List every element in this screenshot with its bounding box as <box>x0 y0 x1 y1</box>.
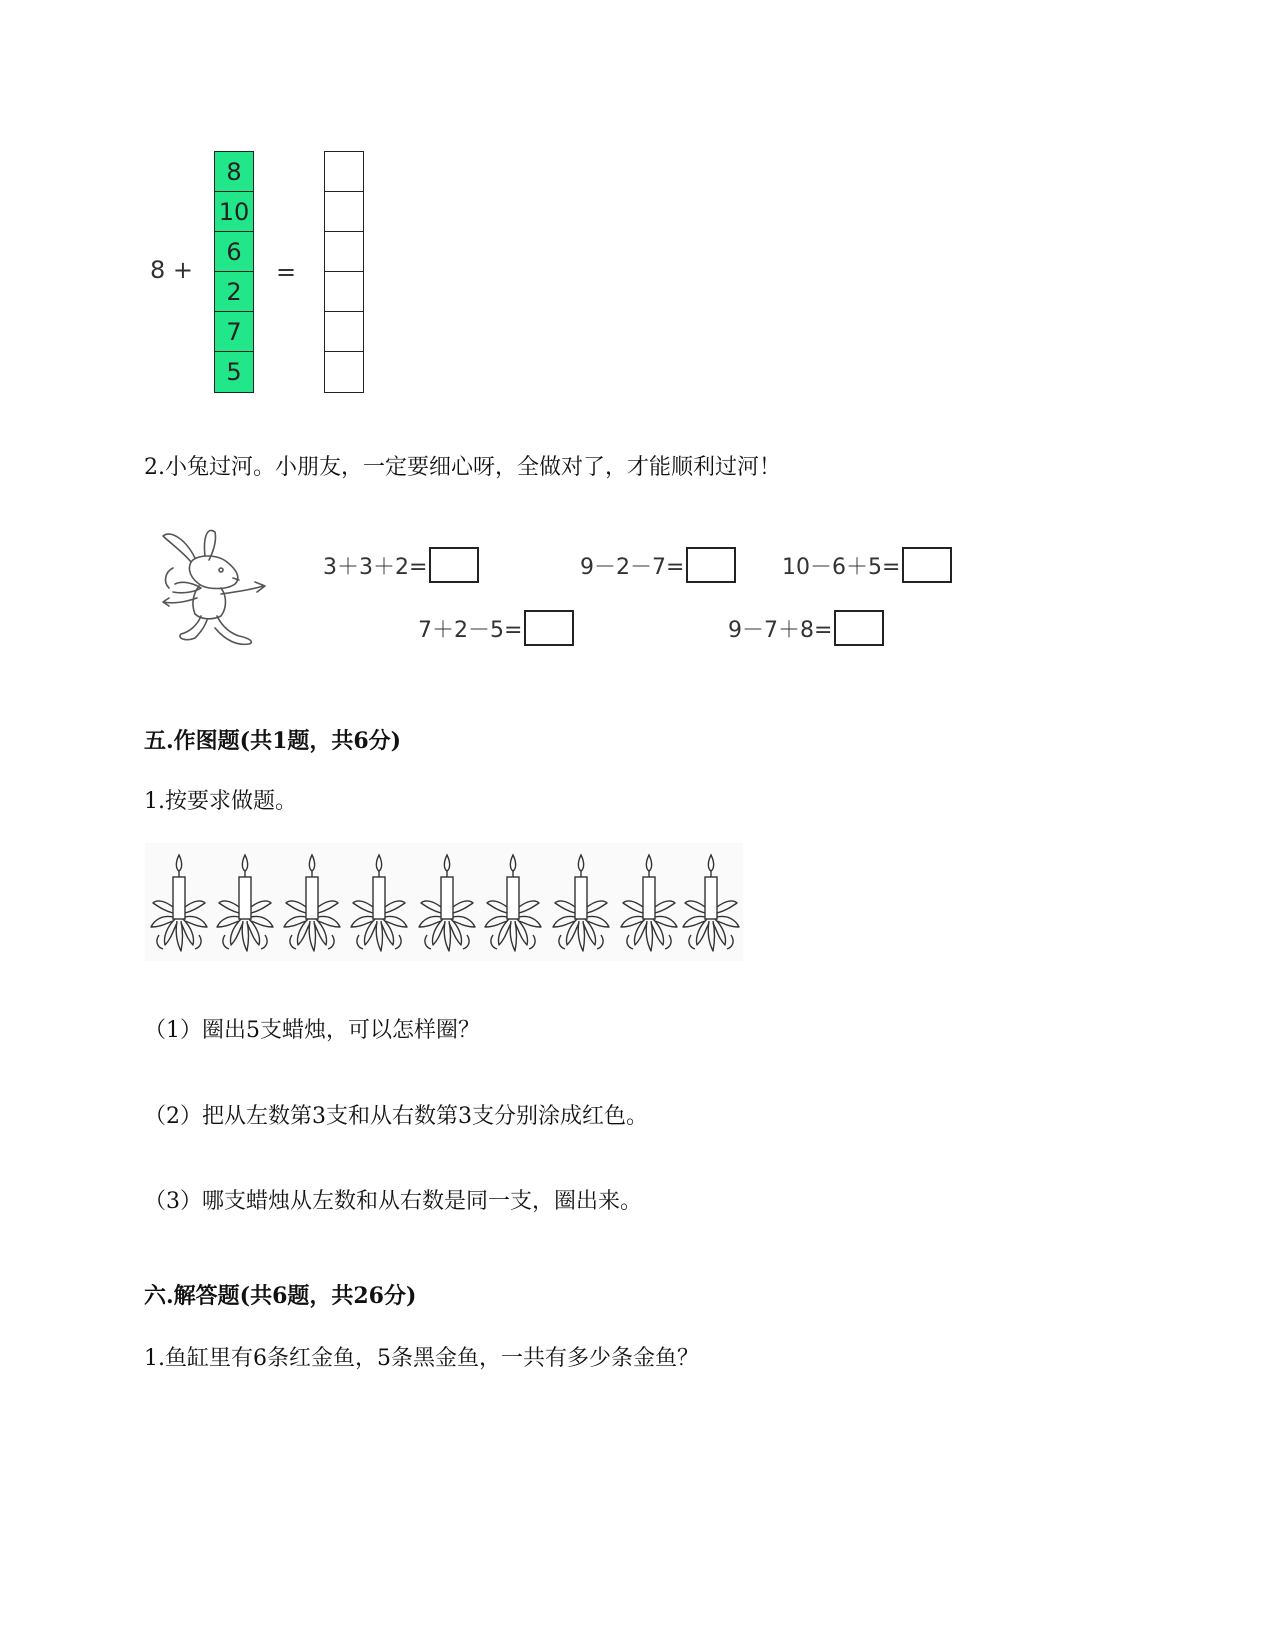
equation-text: 3＋3＋2= <box>323 554 428 580</box>
answer-box[interactable] <box>524 610 574 646</box>
section-5-item-3: （3）哪支蜡烛从左数和从右数是同一支，圈出来。 <box>144 1189 642 1214</box>
equation-3 <box>782 547 952 583</box>
equation-2 <box>580 547 736 583</box>
answer-cell[interactable] <box>325 312 363 352</box>
answer-cell[interactable] <box>325 272 363 312</box>
answer-cell[interactable] <box>325 352 363 392</box>
equation-text: 9－7＋8= <box>728 617 833 643</box>
section-5-question-1: 1.按要求做题。 <box>144 789 297 814</box>
addend-column <box>214 151 254 393</box>
candle-icon[interactable] <box>351 855 407 951</box>
candle-icon[interactable] <box>485 855 541 951</box>
section-5-heading: 五.作图题(共1题，共6分) <box>144 728 402 754</box>
candle-icon[interactable] <box>217 855 273 951</box>
lhs-operand: 8 + <box>150 256 194 284</box>
equation-5 <box>728 610 884 646</box>
addend-cell: 6 <box>215 232 253 272</box>
candle-icon[interactable] <box>683 855 739 951</box>
answer-box[interactable] <box>429 547 479 583</box>
addend-cell: 7 <box>215 312 253 352</box>
equation-1 <box>323 547 479 583</box>
answer-cell[interactable] <box>325 152 363 192</box>
equals-sign: = <box>276 258 297 286</box>
rabbit-illustration <box>155 528 270 646</box>
addend-cell: 2 <box>215 272 253 312</box>
section-6-heading: 六.解答题(共6题，共26分) <box>144 1283 417 1309</box>
equation-4 <box>418 610 574 646</box>
candle-icon[interactable] <box>151 855 207 951</box>
section-5-item-1: （1）圈出5支蜡烛，可以怎样圈？ <box>144 1018 480 1043</box>
answer-box[interactable] <box>686 547 736 583</box>
candle-icon[interactable] <box>284 855 340 951</box>
answer-cell[interactable] <box>325 232 363 272</box>
addend-cell: 10 <box>215 192 253 232</box>
section-5-item-2: （2）把从左数第3支和从右数第3支分别涂成红色。 <box>144 1104 648 1129</box>
candle-icon[interactable] <box>553 855 609 951</box>
section-6-question-1: 1.鱼缸里有6条红金鱼，5条黑金鱼，一共有多少条金鱼？ <box>144 1346 699 1371</box>
answer-cell[interactable] <box>325 192 363 232</box>
equation-text: 9－2－7= <box>580 554 685 580</box>
candle-icon[interactable] <box>621 855 677 951</box>
equation-text: 10－6＋5= <box>782 554 901 580</box>
answer-column <box>324 151 364 393</box>
addend-cell: 8 <box>215 152 253 192</box>
candle-icon[interactable] <box>419 855 475 951</box>
answer-box[interactable] <box>834 610 884 646</box>
candles-illustration <box>145 843 743 961</box>
answer-box[interactable] <box>902 547 952 583</box>
question-2-prompt: 2.小兔过河。小朋友，一定要细心呀，全做对了，才能顺利过河！ <box>144 455 781 480</box>
addend-cell: 5 <box>215 352 253 392</box>
equation-text: 7＋2－5= <box>418 617 523 643</box>
